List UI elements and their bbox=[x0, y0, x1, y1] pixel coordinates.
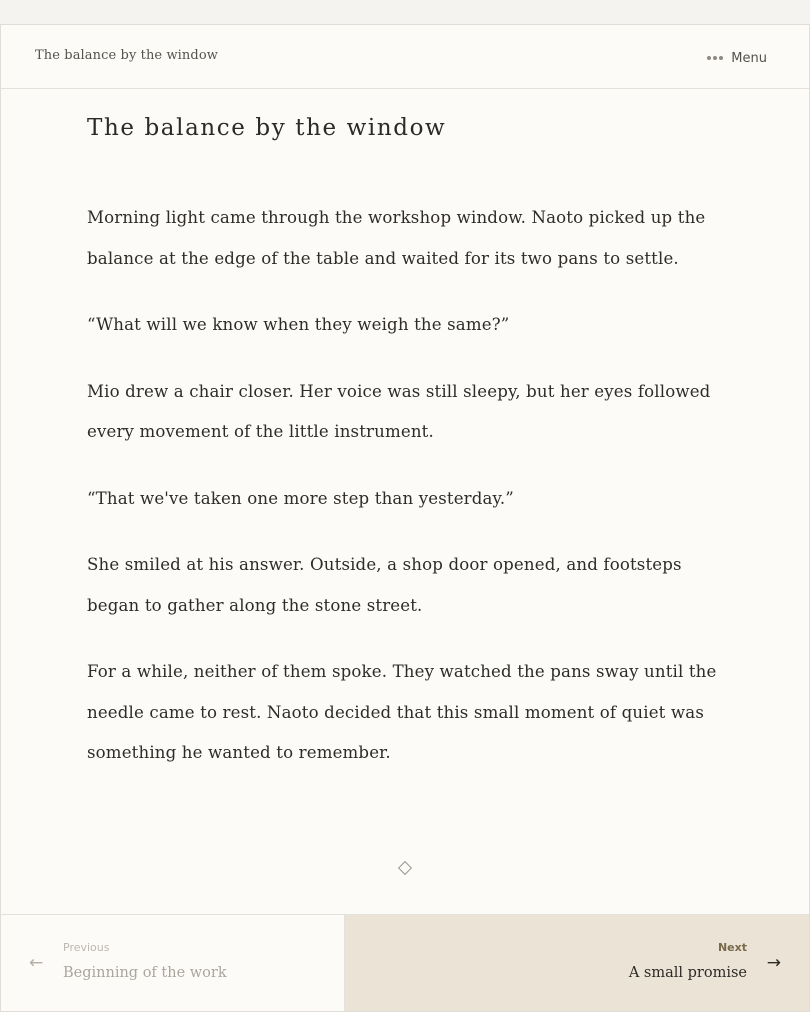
more-dots-icon bbox=[707, 56, 723, 60]
paragraph: “That we've taken one more step than yesterday.” bbox=[87, 488, 514, 508]
paragraph: Mio drew a chair closer. Her voice was still sleepy, but her eyes followed every movement of the little instrument. bbox=[87, 381, 711, 441]
article-title: The balance by the window bbox=[87, 115, 447, 141]
paragraph: “What will we know when they weigh the same?” bbox=[87, 315, 510, 334]
paragraph: Morning light came through the workshop window. Naoto picked up the balance at the edge of the table and waited for its two pans to settle. bbox=[87, 208, 706, 268]
article-body bbox=[87, 198, 737, 774]
next-kicker: Next bbox=[717, 941, 747, 954]
previous-chapter-link[interactable] bbox=[1, 915, 345, 1011]
menu-button[interactable] bbox=[707, 47, 767, 69]
reader-frame bbox=[0, 24, 810, 1012]
previous-kicker: Previous bbox=[63, 941, 110, 954]
header-title: The balance by the window bbox=[35, 48, 218, 63]
arrow-right-icon: → bbox=[766, 953, 781, 973]
article bbox=[87, 113, 737, 800]
next-title: A small promise bbox=[628, 965, 747, 981]
top-bar bbox=[1, 25, 809, 89]
diamond-icon bbox=[398, 861, 412, 875]
previous-title: Beginning of the work bbox=[63, 965, 227, 981]
paragraph: She smiled at his answer. Outside, a shop door opened, and footsteps began to gather along the stone street. bbox=[87, 555, 682, 615]
paragraph: For a while, neither of them spoke. They watched the pans sway until the needle came to rest. Naoto decided that this small moment of quiet was something he wanted to remember. bbox=[87, 662, 717, 762]
next-chapter-link[interactable] bbox=[345, 915, 809, 1011]
chapter-nav bbox=[1, 914, 809, 1011]
menu-label: Menu bbox=[731, 50, 767, 66]
arrow-left-icon: ← bbox=[29, 953, 44, 973]
